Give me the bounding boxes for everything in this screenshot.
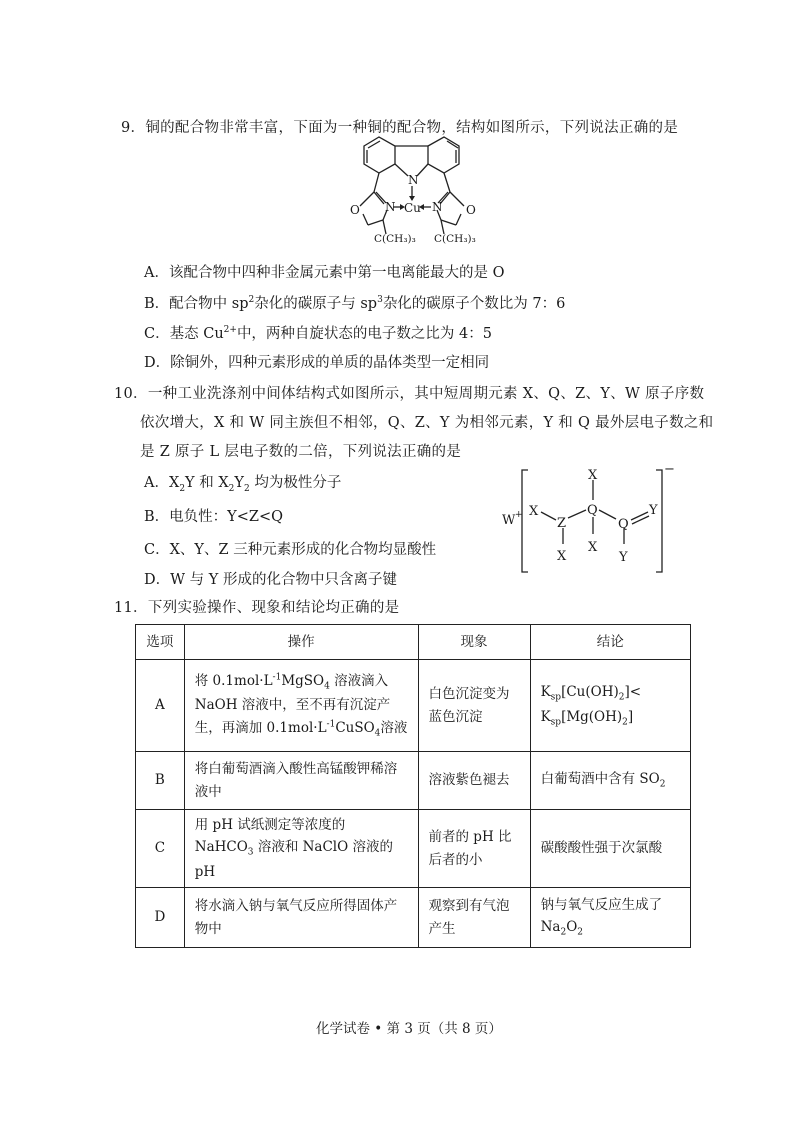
option-label: D． — [144, 572, 171, 588]
q-label-center: Q — [587, 503, 598, 518]
cell-conclusion: 碳酸酸性强于次氯酸 — [530, 810, 690, 888]
cell-phenomenon: 溶液紫色褪去 — [418, 752, 530, 810]
option-text: 均为极性分子 — [249, 475, 342, 491]
q9-option-b[interactable] — [144, 292, 565, 313]
x-label-bottom-center: X — [588, 540, 598, 555]
option-text: 中，两种自旋状态的电子数之比为 4：5 — [236, 326, 492, 342]
cell-operation: 将白葡萄酒滴入酸性高锰酸钾稀溶液中 — [184, 752, 418, 810]
q9-option-c[interactable] — [144, 322, 492, 343]
table-header-row — [136, 625, 691, 660]
option-text: W 与 Y 形成的化合物中只含离子键 — [170, 572, 397, 588]
q10-option-c[interactable] — [144, 538, 436, 559]
q9-option-a[interactable] — [144, 261, 504, 282]
tbu-right-label: C(CH₃)₃ — [434, 233, 476, 245]
superscript: 3 — [377, 295, 383, 306]
o-right-label: O — [466, 203, 476, 217]
q10-stem-line-1: 10．一种工业洗涤剂中间体结构式如图所示，其中短周期元素 X、Q、Z、Y、W 原子序数 — [114, 386, 705, 402]
minus-charge: − — [664, 462, 675, 477]
q10-stem-line-3: 是 Z 原子 L 层电子数的二倍，下列说法正确的是 — [140, 444, 462, 460]
option-text: X — [168, 475, 180, 491]
y-label-bottom: Y — [619, 550, 628, 565]
cell-conclusion: $K_{sp}[Cu(OH)_2]<$ $K_{sp}[Mg(OH)_2]$ — [530, 660, 690, 752]
tbu-left-label: C(CH₃)₃ — [374, 233, 416, 245]
q10-option-b[interactable] — [144, 505, 283, 526]
subscript: 2 — [243, 483, 250, 494]
cell-conclusion: 钠与氧气反应生成了 $Na_2O_2$ — [530, 888, 690, 948]
cell-operation: 用 pH 试纸测定等浓度的 NaHCO$_3$ 溶液和 NaClO 溶液的 pH — [184, 810, 418, 888]
left-bracket — [522, 470, 528, 572]
option-text: Y 和 X — [185, 475, 229, 491]
table-row — [136, 888, 691, 948]
option-label: B． — [144, 296, 170, 312]
cell-option: D — [136, 888, 185, 948]
option-text: X、Y、Z 三种元素形成的化合物均显酸性 — [169, 542, 437, 558]
table-row — [136, 752, 691, 810]
cell-option: B — [136, 752, 185, 810]
option-text: 配合物中 sp — [169, 296, 249, 312]
z-label: Z — [557, 516, 567, 531]
n-left-label: N — [385, 200, 396, 214]
subscript: 2 — [179, 483, 186, 494]
header-conclusion: 结论 — [530, 625, 690, 660]
option-text: 基态 Cu — [169, 326, 224, 342]
table-row — [136, 660, 691, 752]
x-label-bottom-left: X — [557, 549, 567, 564]
cell-phenomenon: 白色沉淀变为蓝色沉淀 — [418, 660, 530, 752]
option-label: C． — [144, 542, 170, 558]
option-label: C． — [144, 326, 170, 342]
n-center-label: N — [408, 173, 419, 187]
o-left-label: O — [350, 203, 360, 217]
q10-structure-figure — [498, 460, 688, 580]
q-label-right: Q — [618, 517, 629, 532]
table-row — [136, 810, 691, 888]
option-text: 除铜外，四种元素形成的单质的晶体类型一定相同 — [170, 355, 490, 371]
q10-option-a[interactable] — [144, 471, 341, 494]
option-label: B． — [144, 509, 170, 525]
option-text: 杂化的碳原子与 sp — [254, 296, 378, 312]
superscript: 2+ — [223, 325, 237, 336]
subscript: 2 — [228, 483, 235, 494]
x-label-left: X — [529, 504, 539, 519]
option-label: A． — [144, 475, 169, 491]
q11-table — [135, 624, 691, 948]
cell-option: A — [136, 660, 185, 752]
header-operation: 操作 — [184, 625, 418, 660]
q10-option-d[interactable] — [144, 568, 397, 589]
cell-phenomenon: 观察到有气泡产生 — [418, 888, 530, 948]
w-charge: + — [515, 510, 523, 520]
q11-stem: 11．下列实验操作、现象和结论均正确的是 — [114, 600, 400, 616]
w-label: W — [502, 513, 516, 528]
cell-option: C — [136, 810, 185, 888]
header-option: 选项 — [136, 625, 185, 660]
superscript: 2 — [248, 295, 255, 306]
q9-structure-figure — [330, 134, 530, 246]
option-label: A． — [144, 265, 169, 281]
page-footer: 化学试卷 • 第 3 页（共 8 页） — [316, 1021, 502, 1037]
q9-option-d[interactable] — [144, 351, 489, 372]
option-label: D． — [144, 355, 171, 371]
cell-conclusion: 白葡萄酒中含有 $SO_2$ — [530, 752, 690, 810]
left-benzene-ring — [364, 137, 395, 173]
option-text: Y — [234, 475, 244, 491]
cell-operation: 将水滴入钠与氧气反应所得固体产物中 — [184, 888, 418, 948]
option-text: 杂化的碳原子个数比为 7：6 — [382, 296, 566, 312]
y-label-right: Y — [649, 503, 658, 518]
cell-phenomenon: 前者的 pH 比后者的小 — [418, 810, 530, 888]
option-text: 电负性：Y<Z<Q — [169, 509, 283, 525]
q9-stem: 9．铜的配合物非常丰富，下面为一种铜的配合物，结构如图所示，下列说法正确的是 — [121, 120, 679, 136]
n-right-label: N — [432, 200, 443, 214]
q10-stem-line-2: 依次增大，X 和 W 同主族但不相邻，Q、Z、Y 为相邻元素，Y 和 Q 最外层电子数之和 — [140, 415, 714, 431]
right-bracket — [656, 470, 662, 572]
x-label-top: X — [588, 468, 598, 483]
cell-operation: 将 $0.1mol\cdot L^{-1}MgSO_4$ 溶液滴入 NaOH 溶液中，至不再有沉淀产生，再滴加 $0.1mol\cdot L^{-1}CuSO_4$溶液 — [184, 660, 418, 752]
right-benzene-ring — [428, 137, 459, 173]
cu-label: Cu — [404, 201, 421, 215]
option-text: 该配合物中四种非金属元素中第一电离能最大的是 O — [168, 265, 505, 281]
header-phenomenon: 现象 — [418, 625, 530, 660]
